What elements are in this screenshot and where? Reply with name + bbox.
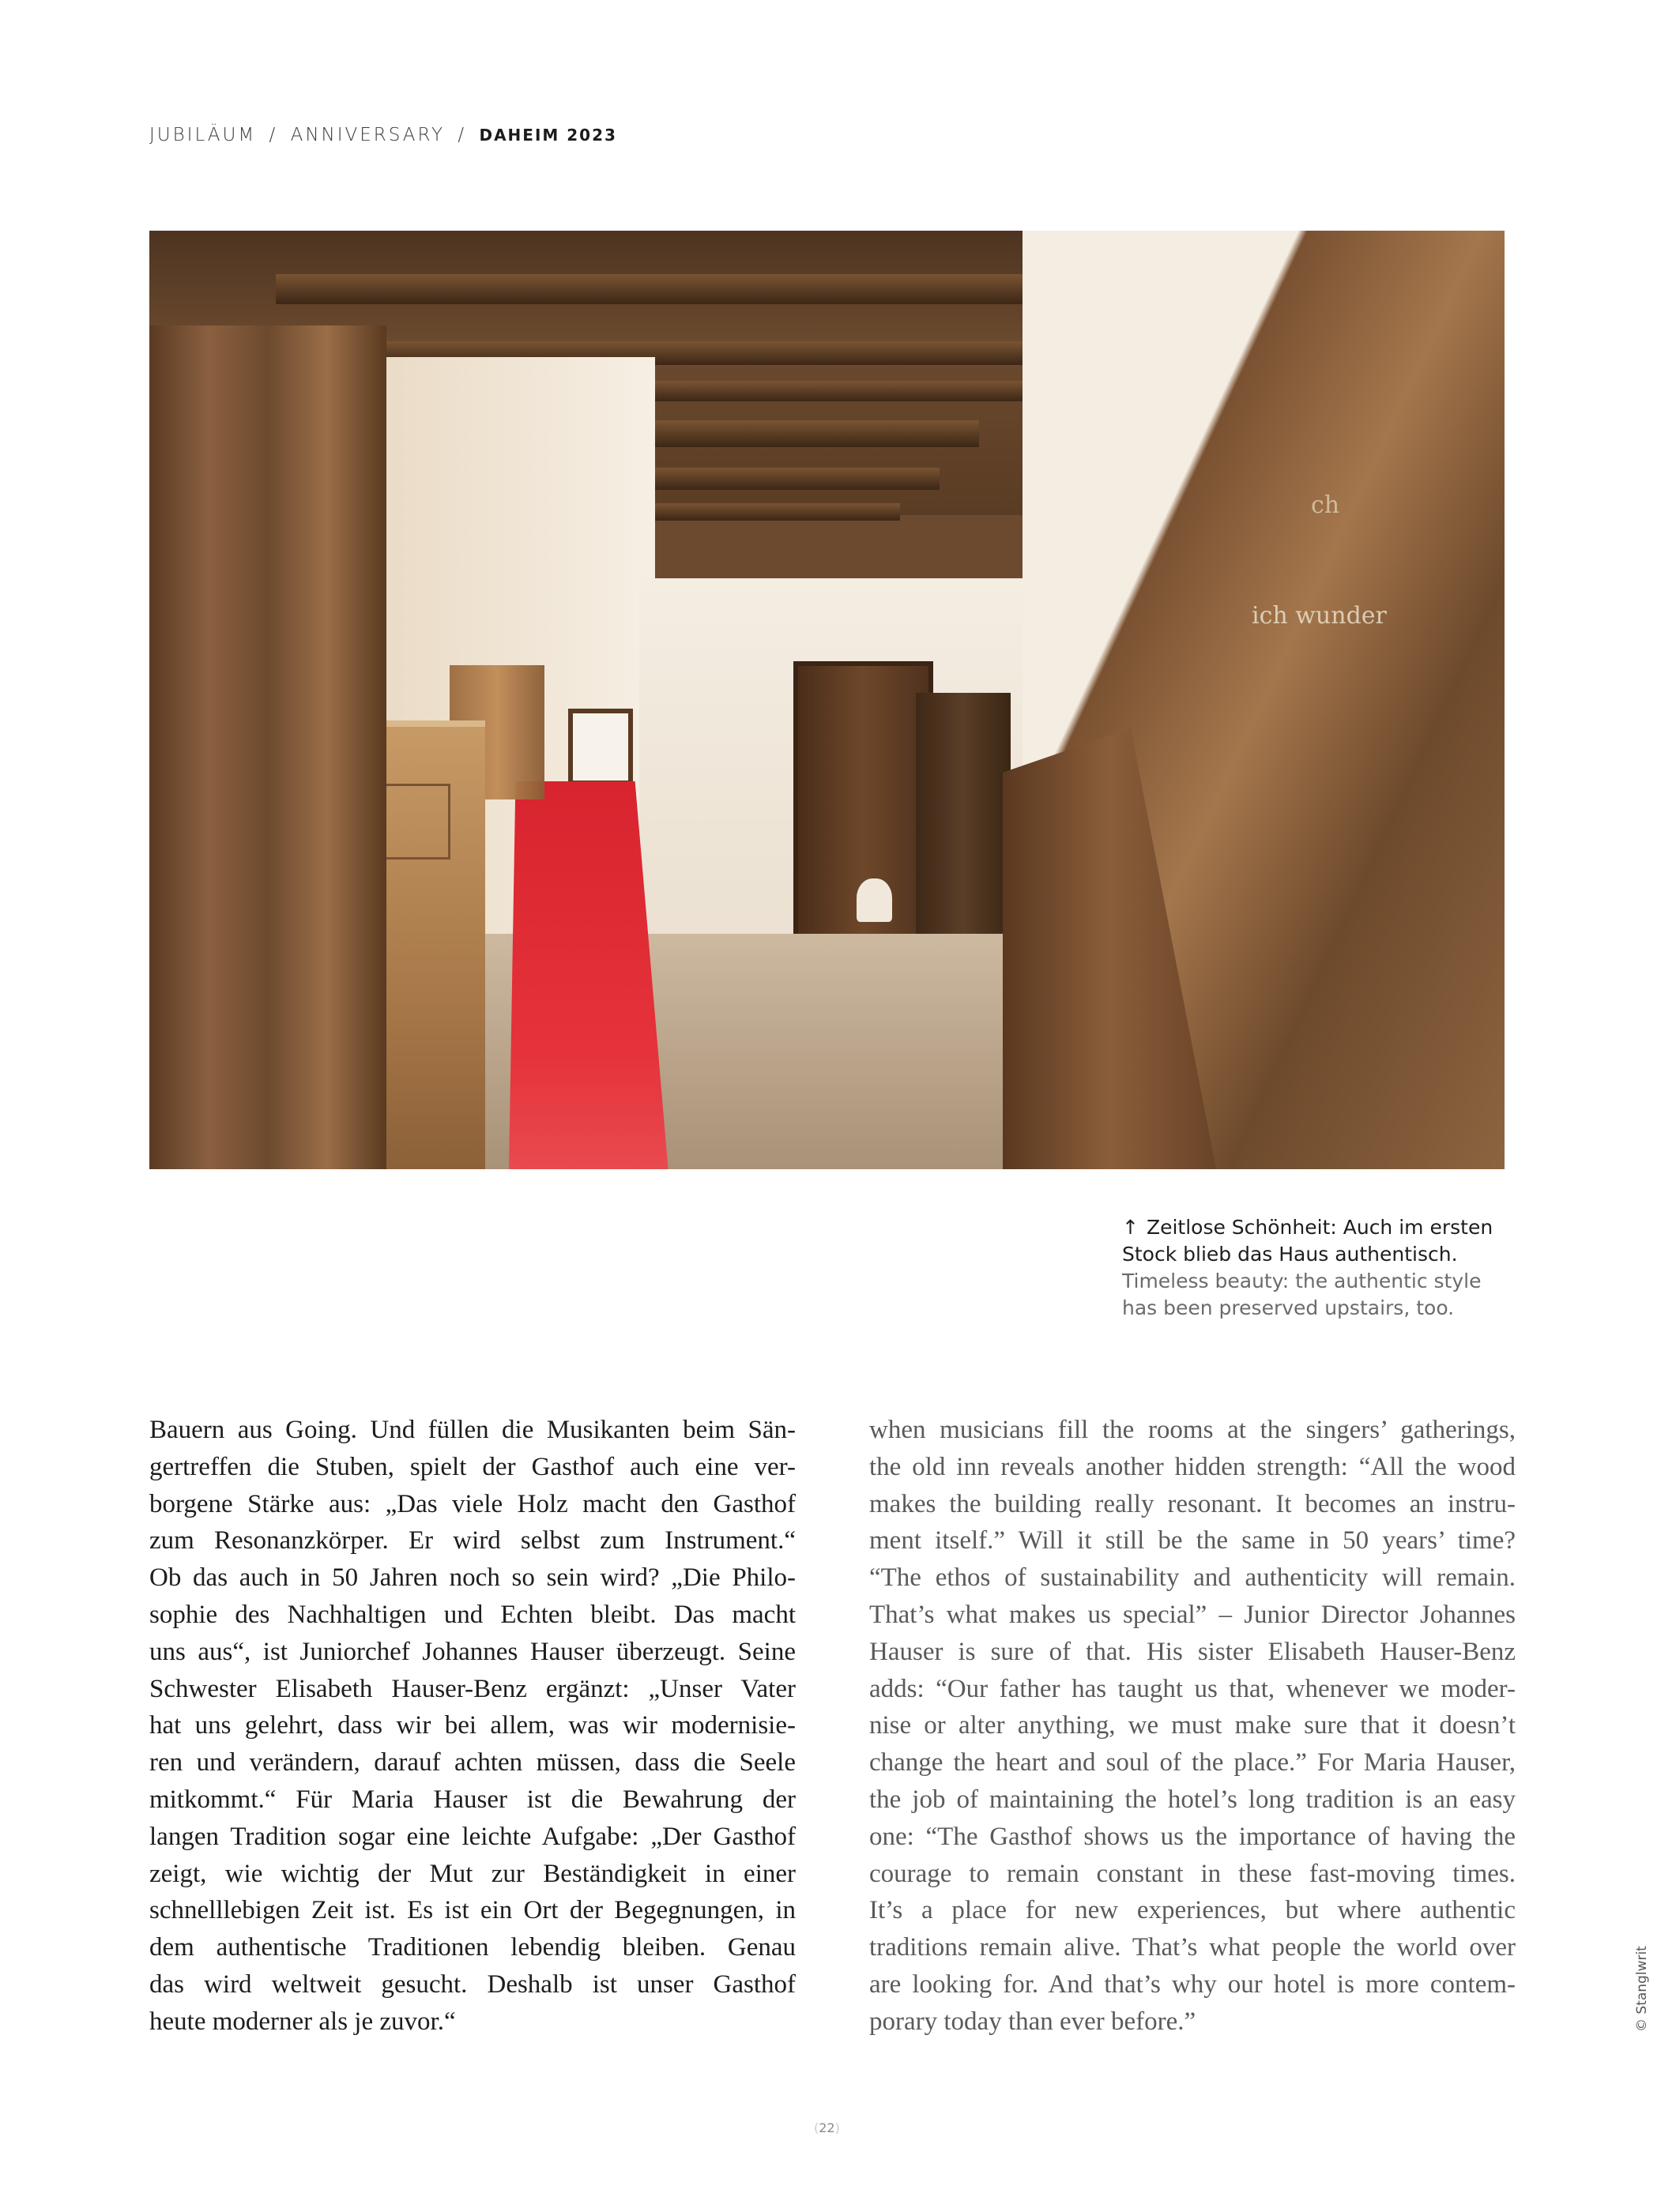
text-line: nise or alter anything, we must make sure that it doesn’t — [869, 1711, 1516, 1740]
text-line: when musicians fill the rooms at the singers’ gatherings, — [869, 1416, 1516, 1444]
text-line: are looking for. And that’s why our hotel is more contem- — [869, 1969, 1516, 1999]
page-number-value: 22 — [819, 2120, 835, 2135]
text-line: ren und verändern, darauf achten müssen, dass die Seele — [149, 1748, 796, 1778]
text-line: the job of maintaining the hotel’s long tradition is an easy — [869, 1785, 1516, 1814]
caption-german — [1122, 1214, 1533, 1268]
page-number — [814, 2120, 840, 2135]
arrow-up-icon: ↑ — [1122, 1216, 1139, 1239]
bracket: ) — [834, 2120, 840, 2135]
text-line: dem authentische Traditionen lebendig bleiben. Genau — [149, 1933, 796, 1962]
text-line: das wird weltweit gesucht. Deshalb ist unser Gasthof — [149, 1969, 796, 1999]
text-line: courage to remain constant in these fast-moving times. — [869, 1859, 1516, 1888]
bracket: ( — [814, 2120, 819, 2135]
section-de: JUBILÄUM — [149, 125, 257, 145]
text-line: change the heart and soul of the place.” For Maria Hauser, — [869, 1748, 1516, 1778]
window — [568, 709, 633, 785]
stool — [857, 878, 892, 922]
article-column-german — [149, 1412, 796, 2041]
text-line: Bauern aus Going. Und füllen die Musikanten beim Sän- — [149, 1416, 796, 1444]
article-column-english — [869, 1412, 1516, 2041]
text-line: zum Resonanzkörper. Er wird selbst zum Instrument.“ — [149, 1526, 796, 1556]
running-header — [149, 125, 617, 145]
text-line: adds: “Our father has taught us that, whenever we moder- — [869, 1674, 1516, 1703]
text-line: Schwester Elisabeth Hauser-Benz ergänzt: „Unser Vater — [149, 1674, 796, 1703]
issue-title: DAHEIM 2023 — [479, 126, 617, 145]
text-line: porary today than ever before.” — [869, 2007, 1196, 2036]
text-line: traditions remain alive. That’s what people the world over — [869, 1933, 1516, 1962]
text-line: zeigt, wie wichtig der Mut zur Beständigkeit in einer — [149, 1859, 796, 1888]
text-line: gertreffen die Stuben, spielt der Gasthof auch eine ver- — [149, 1452, 796, 1481]
stair-inscription: ch — [1311, 491, 1340, 519]
text-line: ment itself.” Will it still be the same in 50 years’ time? — [869, 1526, 1516, 1556]
photo-caption — [1122, 1214, 1533, 1322]
text-line: Hauser is sure of that. His sister Elisabeth Hauser-Benz — [869, 1637, 1516, 1666]
caption-line: Zeitlose Schönheit: Auch im ersten — [1146, 1216, 1493, 1239]
section-en: ANNIVERSARY — [290, 125, 446, 145]
caption-line: Timeless beauty: the authentic style — [1122, 1270, 1482, 1292]
text-line: the old inn reveals another hidden strength: “All the wood — [869, 1452, 1516, 1481]
stair-inscription: ich wunder — [1252, 602, 1387, 630]
text-line: makes the building really resonant. It becomes an instru- — [869, 1489, 1516, 1518]
left-door-frame — [149, 325, 386, 1169]
separator: / — [269, 125, 278, 145]
text-line: heute moderner als je zuvor.“ — [149, 2007, 456, 2036]
caption-line: has been preserved upstairs, too. — [1122, 1296, 1455, 1319]
text-line: uns aus“, ist Juniorchef Johannes Hauser überzeugt. Seine — [149, 1637, 796, 1666]
photo-credit: © Stanglwrit — [1634, 1946, 1650, 2032]
text-line: mitkommt.“ Für Maria Hauser ist die Bewahrung der — [149, 1785, 796, 1814]
hallway-photo — [149, 231, 1505, 1169]
text-line: schnelllebigen Zeit ist. Es ist ein Ort der Begegnungen, in — [149, 1896, 796, 1925]
text-line: langen Tradition sogar eine leichte Aufgabe: „Der Gasthof — [149, 1822, 796, 1851]
separator: / — [458, 125, 467, 145]
caption-english — [1122, 1268, 1533, 1322]
text-line: Ob das auch in 50 Jahren noch so sein wird? „Die Philo- — [149, 1563, 796, 1593]
text-line: “The ethos of sustainability and authenticity will remain. — [869, 1563, 1516, 1593]
text-line: borgene Stärke aus: „Das viele Holz macht den Gasthof — [149, 1489, 796, 1518]
caption-line: Stock blieb das Haus authentisch. — [1122, 1243, 1458, 1266]
text-line: one: “The Gasthof shows us the importance of having the — [869, 1822, 1516, 1851]
text-line: hat uns gelehrt, dass wir bei allem, was wir modernisie- — [149, 1711, 796, 1740]
text-line: That’s what makes us special” – Junior Director Johannes — [869, 1600, 1516, 1629]
text-line: sophie des Nachhaltigen und Echten bleibt. Das macht — [149, 1600, 796, 1629]
text-line: It’s a place for new experiences, but where authentic — [869, 1896, 1516, 1925]
ceiling-beam — [276, 274, 1129, 304]
